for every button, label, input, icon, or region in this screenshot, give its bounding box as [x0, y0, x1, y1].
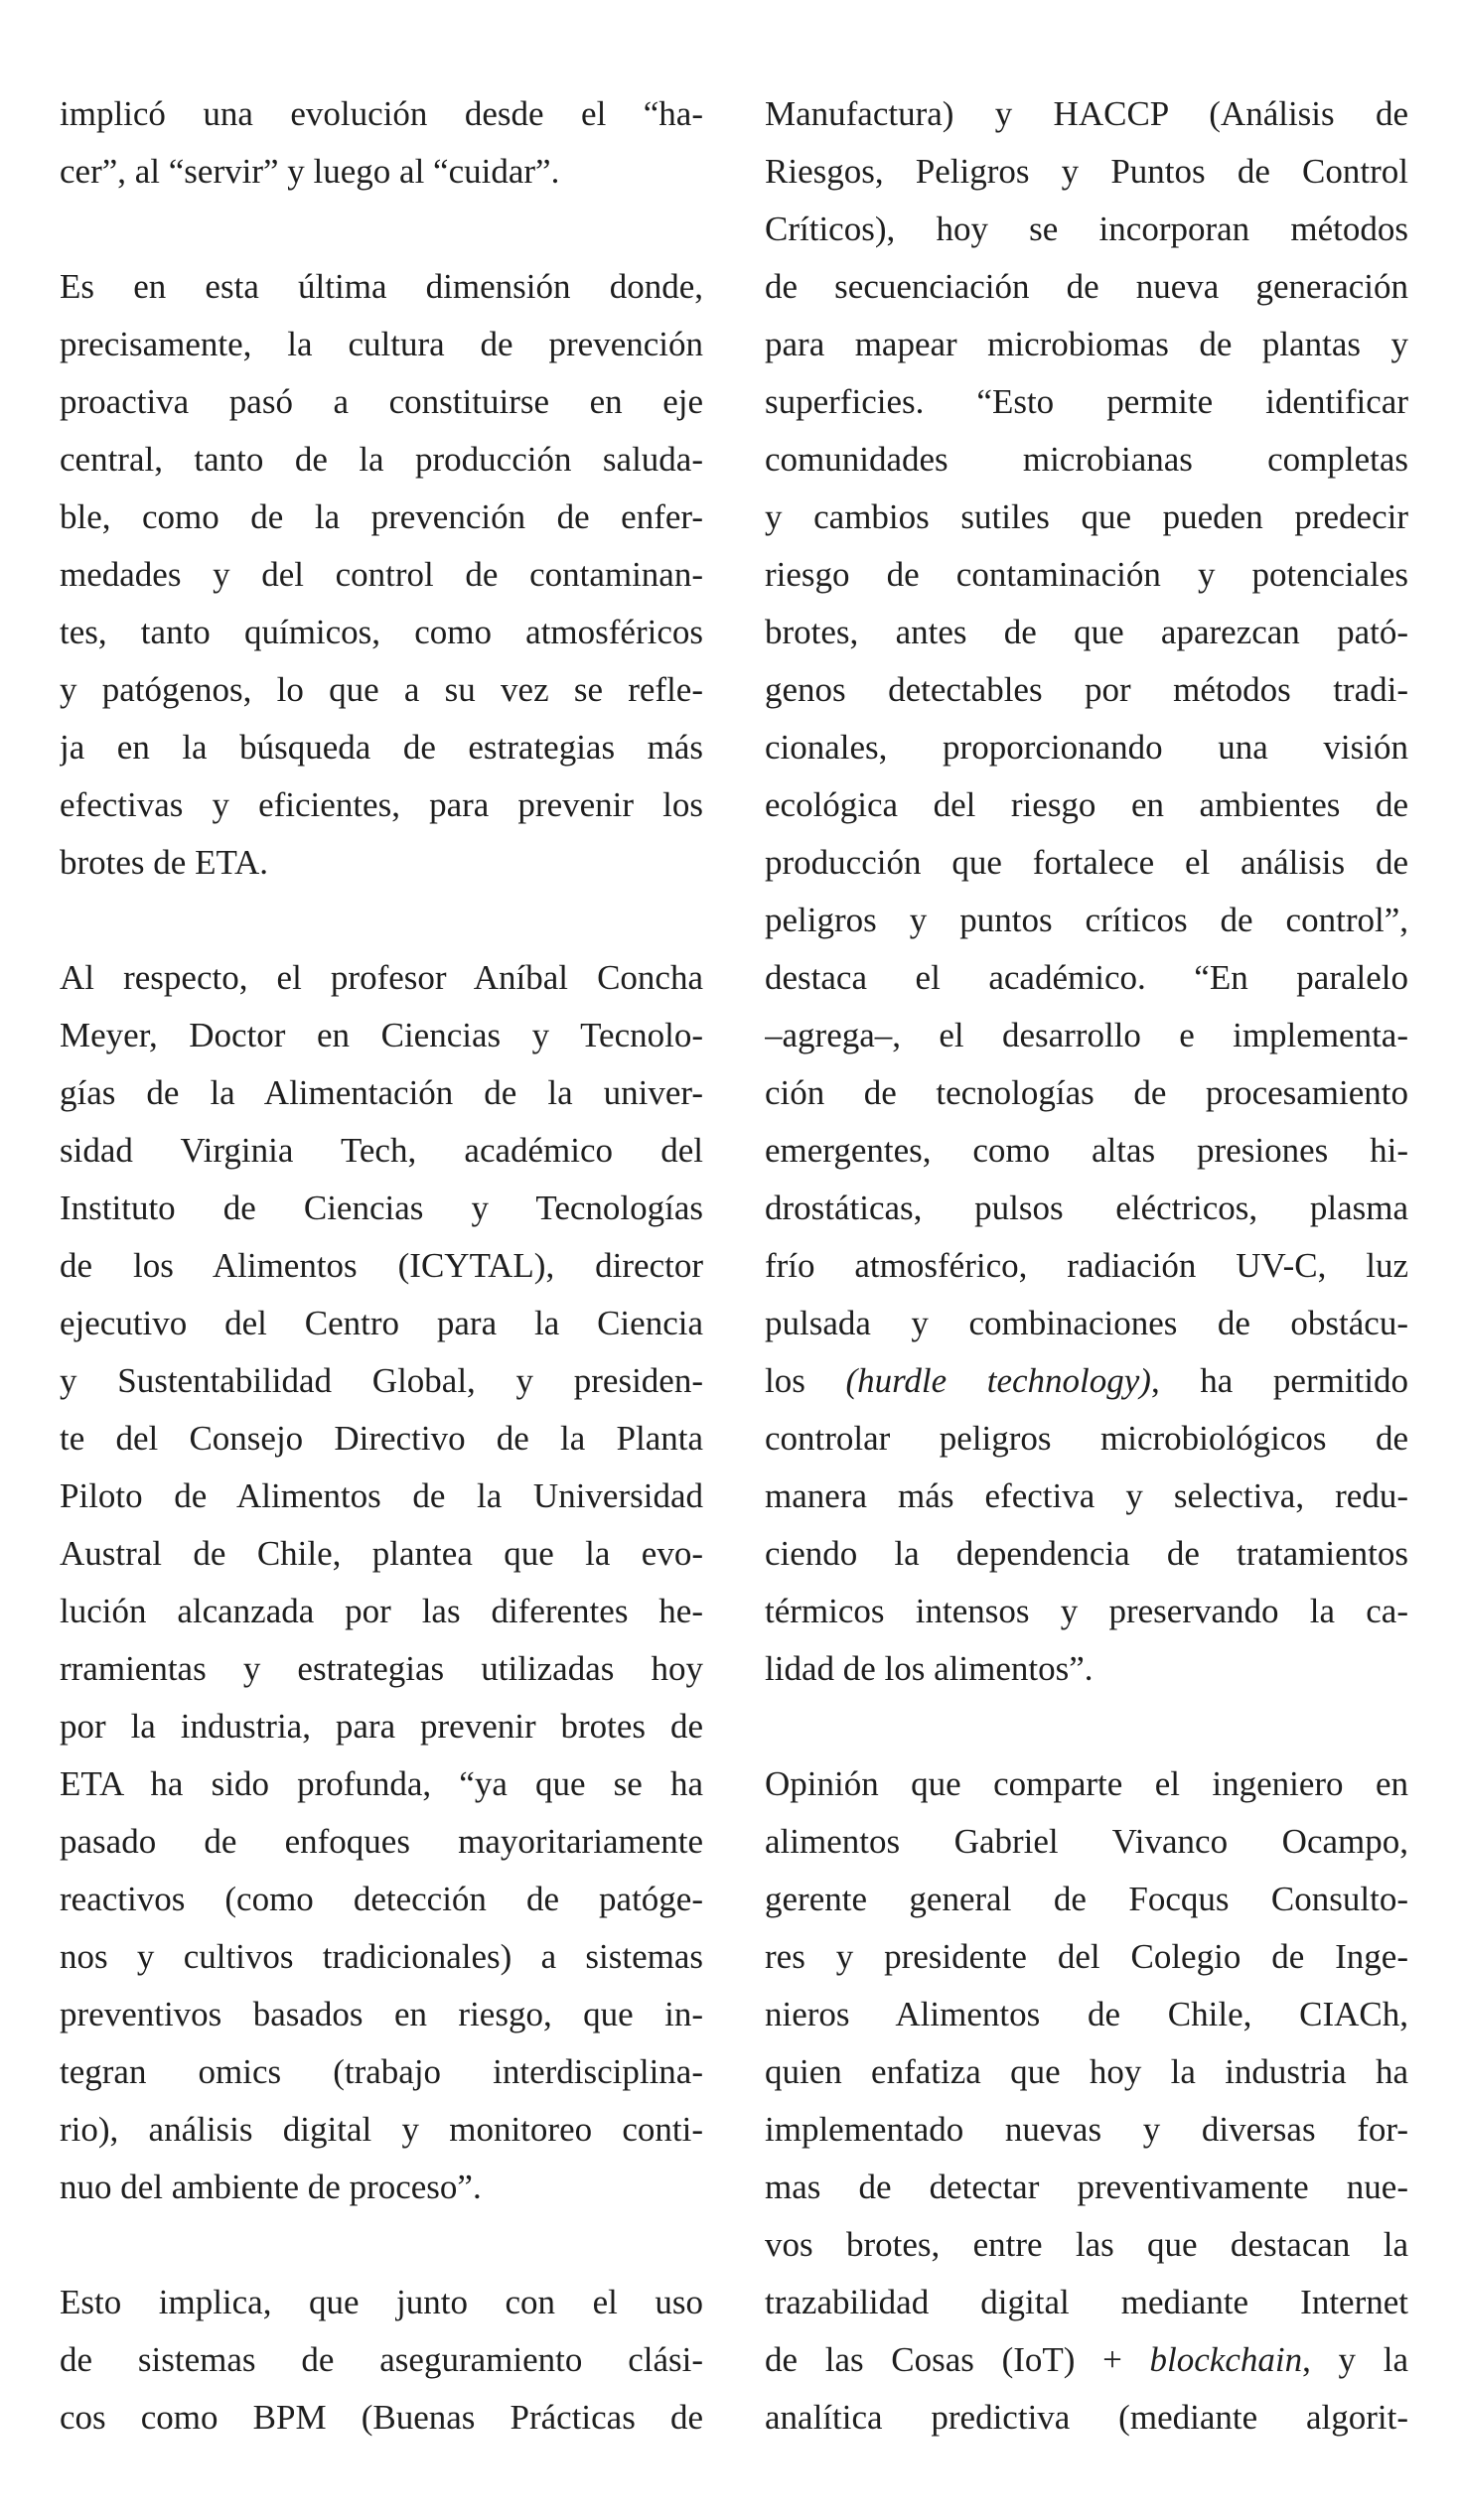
text-fragment: , y la: [1302, 2340, 1408, 2379]
paragraph-5: [765, 85, 1408, 1698]
paragraph-6: [765, 1755, 1408, 2447]
paragraph-2: [60, 258, 703, 892]
text-line: nuo del ambiente de proceso”.: [60, 2168, 482, 2206]
text-line: Es en esta última dimensión donde,: [60, 267, 703, 306]
text-line: preventivos basados en riesgo, que in-: [60, 1995, 703, 2033]
text-line: medades y del control de contaminan-: [60, 555, 703, 594]
text-line: controlar peligros microbiológicos de: [765, 1419, 1408, 1458]
text-line: térmicos intensos y preservando la ca-: [765, 1592, 1408, 1630]
text-line: sidad Virginia Tech, académico del: [60, 1131, 703, 1170]
text-line: quien enfatiza que hoy la industria ha: [765, 2052, 1408, 2091]
text-line: de secuenciación de nueva generación: [765, 267, 1408, 306]
text-line: cionales, proporcionando una visión: [765, 728, 1408, 767]
text-line: superficies. “Esto permite identificar: [765, 382, 1408, 421]
text-line: de los Alimentos (ICYTAL), director: [60, 1246, 703, 1285]
text-line: rramientas y estrategias utilizadas hoy: [60, 1649, 703, 1688]
text-line: y Sustentabilidad Global, y presiden-: [60, 1361, 703, 1400]
text-line: Opinión que comparte el ingeniero en: [765, 1764, 1408, 1803]
text-fragment: los: [765, 1361, 846, 1400]
text-line: Austral de Chile, plantea que la evo-: [60, 1534, 703, 1573]
text-line: central, tanto de la producción saluda-: [60, 440, 703, 479]
text-line: reactivos (como detección de patóge-: [60, 1880, 703, 1918]
text-line: y patógenos, lo que a su vez se refle-: [60, 670, 703, 709]
text-line: tegran omics (trabajo interdisciplina-: [60, 2052, 703, 2091]
text-line: Al respecto, el profesor Aníbal Concha: [60, 958, 703, 997]
text-line: brotes, antes de que aparezcan pató-: [765, 613, 1408, 651]
right-column: [765, 85, 1408, 2447]
text-line: te del Consejo Directivo de la Planta: [60, 1419, 703, 1458]
text-line: efectivas y eficientes, para prevenir los: [60, 785, 703, 824]
paragraph-1: [60, 85, 703, 201]
paragraph-4: [60, 2274, 703, 2447]
text-line: de sistemas de aseguramiento clási-: [60, 2340, 703, 2379]
text-line: vos brotes, entre las que destacan la: [765, 2225, 1408, 2264]
text-line: rio), análisis digital y monitoreo conti-: [60, 2110, 703, 2149]
text-line: para mapear microbiomas de plantas y: [765, 325, 1408, 363]
text-line: Instituto de Ciencias y Tecnologías: [60, 1189, 703, 1227]
text-line: ecológica del riesgo en ambientes de: [765, 785, 1408, 824]
text-line: mas de detectar preventivamente nue-: [765, 2168, 1408, 2206]
text-line: peligros y puntos críticos de control”,: [765, 901, 1408, 939]
text-line: lidad de los alimentos”.: [765, 1649, 1094, 1688]
text-line-with-italic: [765, 1352, 1408, 1410]
text-line: gerente general de Focqus Consulto-: [765, 1880, 1408, 1918]
text-line: gías de la Alimentación de la univer-: [60, 1073, 703, 1112]
text-line: lución alcanzada por las diferentes he-: [60, 1592, 703, 1630]
text-line: analítica predictiva (mediante algorit-: [765, 2398, 1408, 2437]
text-line: nos y cultivos tradicionales) a sistemas: [60, 1937, 703, 1976]
text-line: Meyer, Doctor en Ciencias y Tecnolo-: [60, 1016, 703, 1054]
text-line: drostáticas, pulsos eléctricos, plasma: [765, 1189, 1408, 1227]
text-line: pasado de enfoques mayoritariamente: [60, 1822, 703, 1861]
text-line: implicó una evolución desde el “ha-: [60, 94, 703, 133]
text-line: Críticos), hoy se incorporan métodos: [765, 210, 1408, 248]
text-line: manera más efectiva y selectiva, redu-: [765, 1476, 1408, 1515]
text-line: proactiva pasó a constituirse en eje: [60, 382, 703, 421]
text-line: cos como BPM (Buenas Prácticas de: [60, 2398, 703, 2437]
text-line: implementado nuevas y diversas for-: [765, 2110, 1408, 2149]
text-line: genos detectables por métodos tradi-: [765, 670, 1408, 709]
text-line: ción de tecnologías de procesamiento: [765, 1073, 1408, 1112]
text-line: –agrega–, el desarrollo e implementa-: [765, 1016, 1408, 1054]
text-line: Riesgos, Peligros y Puntos de Control: [765, 152, 1408, 191]
text-line: ciendo la dependencia de tratamientos: [765, 1534, 1408, 1573]
text-line: destaca el académico. “En paralelo: [765, 958, 1408, 997]
text-line: riesgo de contaminación y potenciales: [765, 555, 1408, 594]
text-line: alimentos Gabriel Vivanco Ocampo,: [765, 1822, 1408, 1861]
text-line: ETA ha sido profunda, “ya que se ha: [60, 1764, 703, 1803]
text-line: tes, tanto químicos, como atmosféricos: [60, 613, 703, 651]
text-fragment: , ha permitido: [1150, 1361, 1408, 1400]
text-line: precisamente, la cultura de prevención: [60, 325, 703, 363]
text-line: cer”, al “servir” y luego al “cuidar”.: [60, 152, 560, 191]
text-line: brotes de ETA.: [60, 843, 269, 882]
left-column: [60, 85, 703, 2447]
text-line-with-italic: [765, 2331, 1408, 2389]
text-line: producción que fortalece el análisis de: [765, 843, 1408, 882]
text-line: nieros Alimentos de Chile, CIACh,: [765, 1995, 1408, 2033]
text-line: ja en la búsqueda de estrategias más: [60, 728, 703, 767]
text-line: y cambios sutiles que pueden predecir: [765, 497, 1408, 536]
text-line: Piloto de Alimentos de la Universidad: [60, 1476, 703, 1515]
text-line: res y presidente del Colegio de Inge-: [765, 1937, 1408, 1976]
italic-term: blockchain: [1149, 2340, 1303, 2379]
italic-term: (hurdle technology): [845, 1361, 1151, 1400]
paragraph-3: [60, 949, 703, 2216]
text-fragment: de las Cosas (IoT) +: [765, 2340, 1150, 2379]
text-line: ejecutivo del Centro para la Ciencia: [60, 1304, 703, 1342]
text-line: frío atmosférico, radiación UV-C, luz: [765, 1246, 1408, 1285]
text-line: por la industria, para prevenir brotes de: [60, 1707, 703, 1746]
text-line: pulsada y combinaciones de obstácu-: [765, 1304, 1408, 1342]
text-line: emergentes, como altas presiones hi-: [765, 1131, 1408, 1170]
text-line: comunidades microbianas completas: [765, 440, 1408, 479]
text-line: ble, como de la prevención de enfer-: [60, 497, 703, 536]
text-line: Esto implica, que junto con el uso: [60, 2283, 703, 2321]
text-line: Manufactura) y HACCP (Análisis de: [765, 94, 1408, 133]
text-line: trazabilidad digital mediante Internet: [765, 2283, 1408, 2321]
